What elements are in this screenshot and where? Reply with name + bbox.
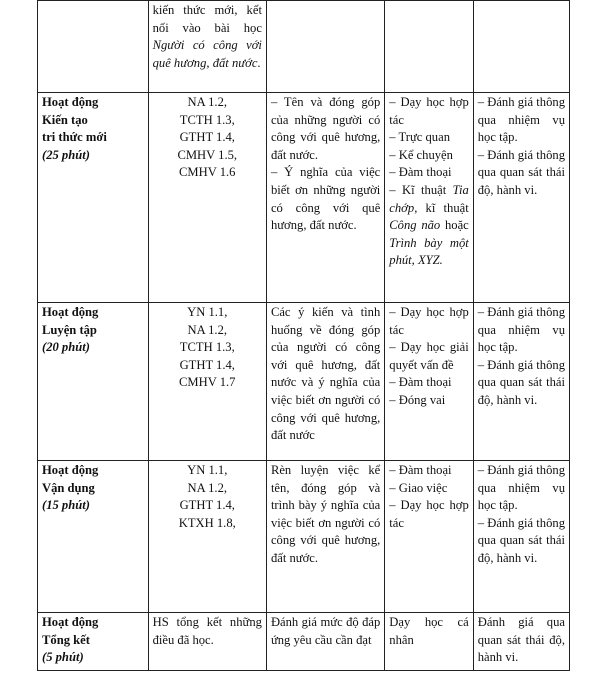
assessment-cell [473,461,569,613]
activity-name-line: Kiến tạo [42,112,88,127]
assessment-cell [473,613,569,671]
method-item: – Dạy học hợp tác [389,498,469,530]
content-cell [266,303,384,461]
content-item: Rèn luyện việc kể tên, đóng góp và trình bày ý nghĩa của việc biết ơn người có công với quê hương, đất nước. [270,463,381,565]
activity-cell [38,93,149,303]
activity-time: (5 phút) [42,650,84,665]
competency-cell-intro [148,1,266,93]
method-item: – Kể chuyện [389,147,453,162]
technique-text: hoặc [440,218,469,233]
assessment-item: Đánh giá qua quan sát thái độ, hành vi. [477,615,565,665]
competency-code: GTHT 1.4, [179,130,235,145]
method-item: – Đàm thoại [389,463,452,477]
method-item: – Dạy học hợp tác [389,305,469,337]
activity-name-line: Luyện tập [42,322,97,337]
assessment-cell [473,303,569,461]
assessment-cell [473,93,569,303]
activity-name-line: Vận dụng [42,480,95,495]
content-item: Các ý kiến và tình huống về đóng góp của người có công với quê hương, đất nước và ý nghĩa của việc biết ơn người có công với quê hương, đất nước [270,305,381,443]
content-cell [266,613,384,671]
competency-code: NA 1.2, [187,322,228,337]
content-item: Đánh giá mức độ đáp ứng yêu cầu cần đạt [270,615,381,647]
activity-time: (15 phút) [42,498,90,513]
activity-cell [38,613,149,671]
method-cell [385,303,473,461]
method-cell-empty [385,1,473,93]
technique-name: Công não [389,218,441,233]
assessment-item: – Đánh giá thông qua quan sát thái độ, hành vi. [477,357,565,407]
activity-cell [38,303,149,461]
table-row-luyen-tap [38,303,570,461]
competency-code: KTXH 1.8, [178,515,236,530]
competency-cell [148,461,266,613]
intro-end: . [257,55,261,70]
competency-code: TCTH 1.3, [179,340,235,355]
lesson-plan-table [37,0,570,671]
method-item: – Đóng vai [389,392,446,407]
technique-text: , kĩ thuật [414,200,469,215]
method-cell [385,461,473,613]
competency-code: NA 1.2, [187,480,228,495]
competency-code: TCTH 1.3, [179,112,235,127]
activity-cell-empty [38,1,149,93]
content-cell [266,461,384,613]
activity-name-line: tri thức mới [42,130,107,145]
content-item: – Ý nghĩa của việc biết ơn những người có công với quê hương, đất nước. [270,165,381,233]
competency-code: CMHV 1.5, [177,147,238,162]
assessment-item: – Đánh giá thông qua quan sát thái độ, hành vi. [477,147,565,197]
competency-cell [148,93,266,303]
table-row-tong-ket [38,613,570,671]
lesson-title-italic: Người có công với quê hương, đất nước [152,38,262,70]
content-cell [266,93,384,303]
assessment-item: – Đánh giá thông qua nhiệm vụ học tập. [477,305,565,355]
activity-name-line: Hoạt động [42,615,99,629]
technique-name: Tia chớp [389,182,469,215]
table-row-continuation [38,1,570,93]
method-cell [385,613,473,671]
competency-code: YN 1.1, [187,305,228,319]
technique-name: Trình bày một phút, XYZ. [389,235,469,268]
method-item: – Dạy học giải quyết vấn đề [389,340,469,372]
activity-name-line: Hoạt động [42,463,99,477]
competency-code: CMHV 1.7 [179,375,236,390]
method-item: Dạy học cá nhân [389,615,469,647]
competency-cell [148,303,266,461]
activity-name-line: Hoạt động [42,95,99,109]
method-item-techniques [389,182,468,270]
technique-text: – Kĩ thuật [389,182,453,197]
competency-code: GTHT 1.4, [179,357,235,372]
method-cell [385,93,473,303]
competency-cell [148,613,266,671]
table-row-van-dung [38,461,570,613]
activity-cell [38,461,149,613]
content-item: – Tên và đóng góp của những người có công với quê hương, đất nước. [270,95,381,162]
activity-name-line: Tổng kết [42,632,90,647]
assessment-item: – Đánh giá thông qua quan sát thái độ, hành vi. [477,515,565,565]
assessment-item: – Đánh giá thông qua nhiệm vụ học tập. [477,95,565,145]
method-item: – Đàm thoại [389,375,452,390]
assessment-cell-empty [473,1,569,93]
competency-code: NA 1.2, [187,95,228,109]
competency-code: GTHT 1.4, [179,498,235,513]
method-item: – Đàm thoại [389,165,452,180]
competency-code: YN 1.1, [187,463,228,477]
competency-summary: HS tổng kết những điều đã học. [152,615,262,647]
activity-name-line: Hoạt động [42,305,99,319]
intro-text: kiến thức mới, kết nối vào bài học [152,3,262,35]
method-item: – Trực quan [389,130,450,145]
method-item: – Giao việc [389,480,448,495]
table-row-kien-tao [38,93,570,303]
assessment-item: – Đánh giá thông qua nhiệm vụ học tập. [477,463,565,513]
content-cell-empty [266,1,384,93]
activity-time: (25 phút) [42,147,90,162]
competency-code: CMHV 1.6 [179,165,236,180]
method-item: – Dạy học hợp tác [389,95,469,127]
activity-time: (20 phút) [42,340,90,355]
